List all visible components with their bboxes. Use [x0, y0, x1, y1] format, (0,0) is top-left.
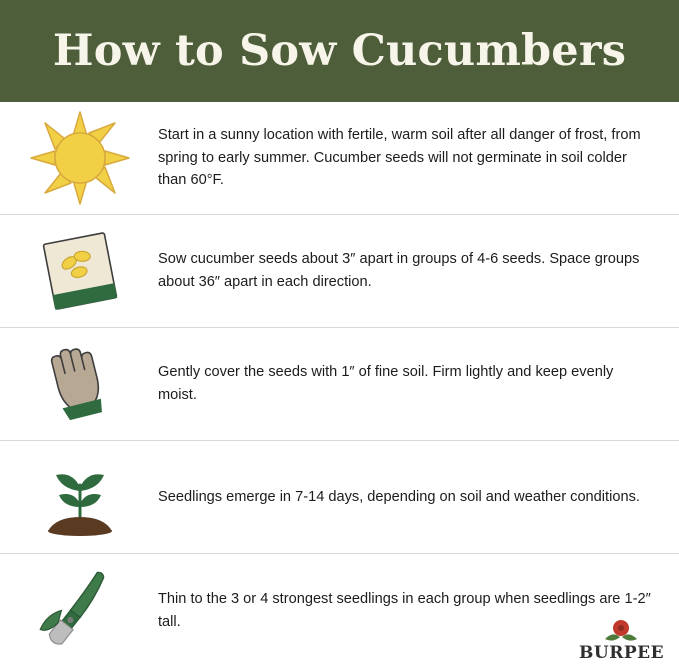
pruning-shears-icon [6, 564, 154, 658]
sun-icon [6, 110, 154, 206]
garden-glove-icon [6, 338, 154, 430]
list-item [0, 215, 679, 328]
list-item [0, 554, 679, 668]
page-title: How to Sow Cucumbers [52, 25, 627, 76]
list-item-text: Gently cover the seeds with 1″ of fine soil. Firm lightly and keep evenly moist. [158, 364, 614, 403]
list-item-text: Thin to the 3 or 4 strongest seedlings in each group when seedlings are 1-2″ tall. [158, 591, 651, 630]
seed-packet-icon [6, 228, 154, 314]
list-item [0, 441, 679, 554]
seedling-sprout-icon [6, 451, 154, 543]
header-banner [0, 0, 679, 102]
steps-list [0, 102, 679, 668]
brand-logo [579, 617, 663, 662]
list-item [0, 102, 679, 215]
list-item-text: Start in a sunny location with fertile, warm soil after all danger of frost, from spring to early summer. Cucumber seeds will not germinate in soil colder than 60°F. [158, 127, 641, 189]
list-item [0, 328, 679, 441]
brand-wordmark: BURPEE [579, 643, 665, 663]
list-item-text: Sow cucumber seeds about 3″ apart in groups of 4-6 seeds. Space groups about 36″ apart in each direction. [158, 251, 640, 290]
list-item-text: Seedlings emerge in 7-14 days, depending on soil and weather conditions. [158, 488, 640, 505]
